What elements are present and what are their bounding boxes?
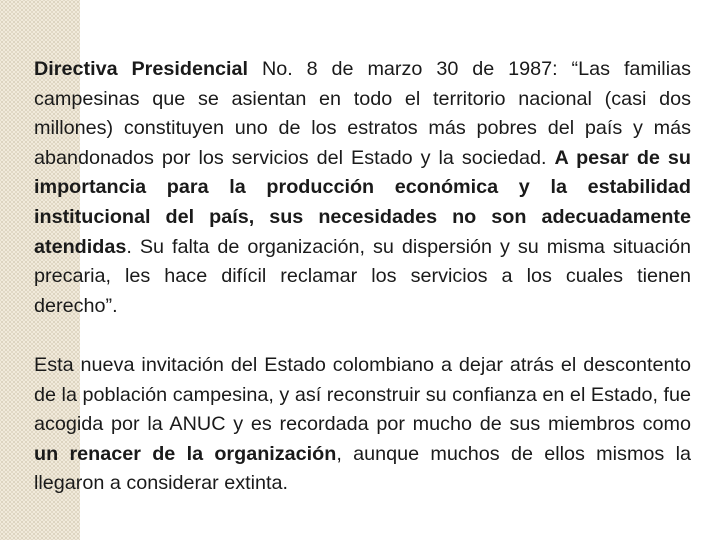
anuc-text-part-1: Esta nueva invitación del Estado colombiano a dejar atrás el descontento de la población campesina, y así reconstruir su confianza en el Estado, fue acogida por la ANUC y es recordada por mucho de sus miembros como <box>34 353 691 436</box>
paragraph-anuc <box>34 351 691 499</box>
quote-text-part-2: . Su falta de organización, su dispersión y su misma situación precaria, les hace difícil reclamar los servicios a los cuales tienen derecho”. <box>34 235 691 317</box>
quote-text-part-1: No. 8 de marzo 30 de 1987: “Las familias campesinas que se asientan en todo el territorio nacional (casi dos millones) constituyen uno de los estratos más pobres del país y más abandonados por los servicios del Estado y la sociedad. <box>34 58 691 169</box>
quote-emphasis: A pesar de su importancia para la producción económica y la estabilidad institucional del país, sus necesidades no son adecuadamente atendidas <box>34 146 691 258</box>
anuc-emphasis: un renacer de la organización <box>34 442 337 465</box>
directive-title: Directiva Presidencial <box>34 58 249 80</box>
anuc-text-part-2: , aunque muchos de ellos mismos la llegaron a considerar extinta. <box>34 442 691 495</box>
document-body <box>34 55 691 499</box>
paragraph-directiva <box>34 55 691 321</box>
